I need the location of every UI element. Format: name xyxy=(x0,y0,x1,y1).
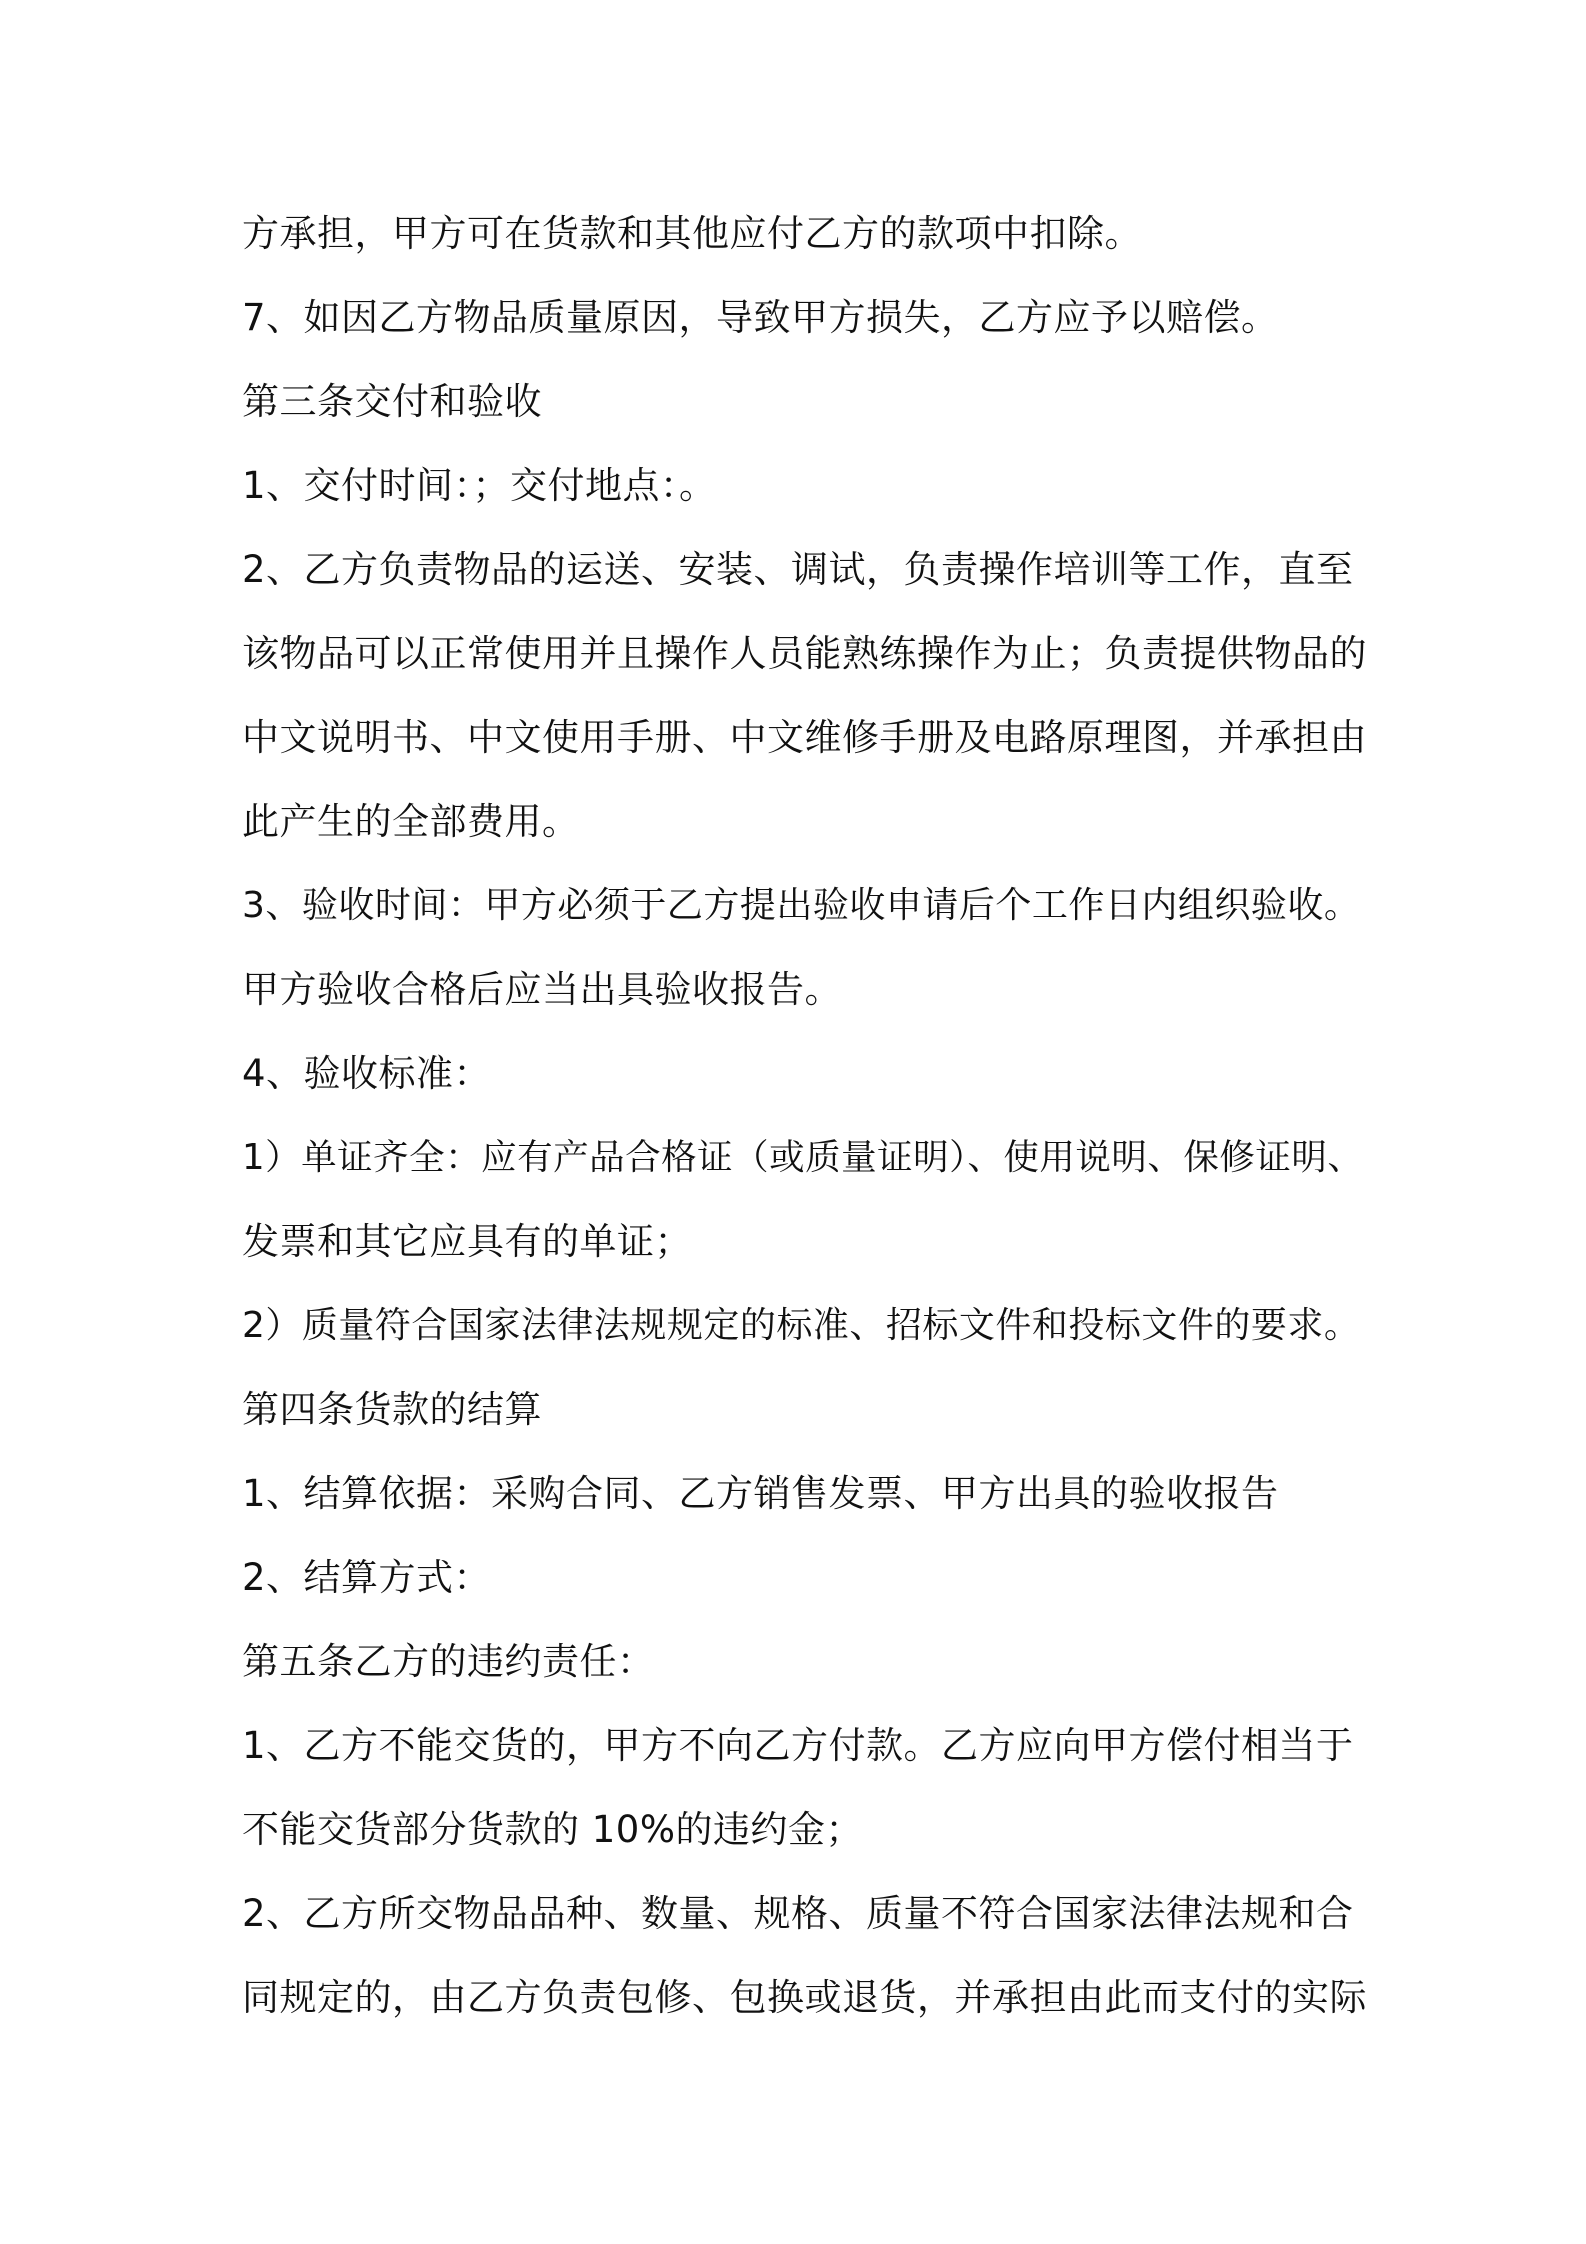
text-line: 发票和其它应具有的单证； xyxy=(242,1220,692,1263)
text-line: 同规定的，由乙方负责包修、包换或退货，并承担由此而支付的实际 xyxy=(242,1976,1367,2019)
text-line: 中文说明书、中文使用手册、中文维修手册及电路原理图，并承担由 xyxy=(242,716,1367,759)
text-line: 1）单证齐全：应有产品合格证（或质量证明）、使用说明、保修证明、 xyxy=(242,1137,1364,1178)
text-line: 方承担，甲方可在货款和其他应付乙方的款项中扣除。 xyxy=(242,212,1142,255)
text-line: 不能交货部分货款的 10%的违约金； xyxy=(242,1808,863,1851)
section-heading: 第三条交付和验收 xyxy=(242,380,542,423)
text-line: 甲方验收合格后应当出具验收报告。 xyxy=(242,968,842,1011)
text-line: 2）质量符合国家法律法规规定的标准、招标文件和投标文件的要求。 xyxy=(242,1305,1361,1346)
text-line: 该物品可以正常使用并且操作人员能熟练操作为止；负责提供物品的 xyxy=(242,632,1367,675)
text-line: 此产生的全部费用。 xyxy=(242,800,580,843)
text-line: 1、交付时间：；交付地点：。 xyxy=(242,464,717,507)
text-line: 3、验收时间：甲方必须于乙方提出验收申请后个工作日内组织验收。 xyxy=(242,885,1361,926)
text-line: 1、乙方不能交货的，甲方不向乙方付款。乙方应向甲方偿付相当于 xyxy=(242,1724,1354,1767)
section-heading: 第四条货款的结算 xyxy=(242,1388,542,1431)
document-body xyxy=(242,192,1372,2040)
section-heading: 第五条乙方的违约责任： xyxy=(242,1640,655,1683)
text-line: 2、乙方所交物品品种、数量、规格、质量不符合国家法律法规和合 xyxy=(242,1892,1354,1935)
text-line: 2、乙方负责物品的运送、安装、调试，负责操作培训等工作，直至 xyxy=(242,548,1354,591)
text-line: 1、结算依据：采购合同、乙方销售发票、甲方出具的验收报告 xyxy=(242,1472,1279,1515)
text-line: 2、结算方式： xyxy=(242,1556,492,1599)
text-line: 7、如因乙方物品质量原因，导致甲方损失，乙方应予以赔偿。 xyxy=(242,296,1279,339)
text-line: 4、验收标准： xyxy=(242,1052,492,1095)
